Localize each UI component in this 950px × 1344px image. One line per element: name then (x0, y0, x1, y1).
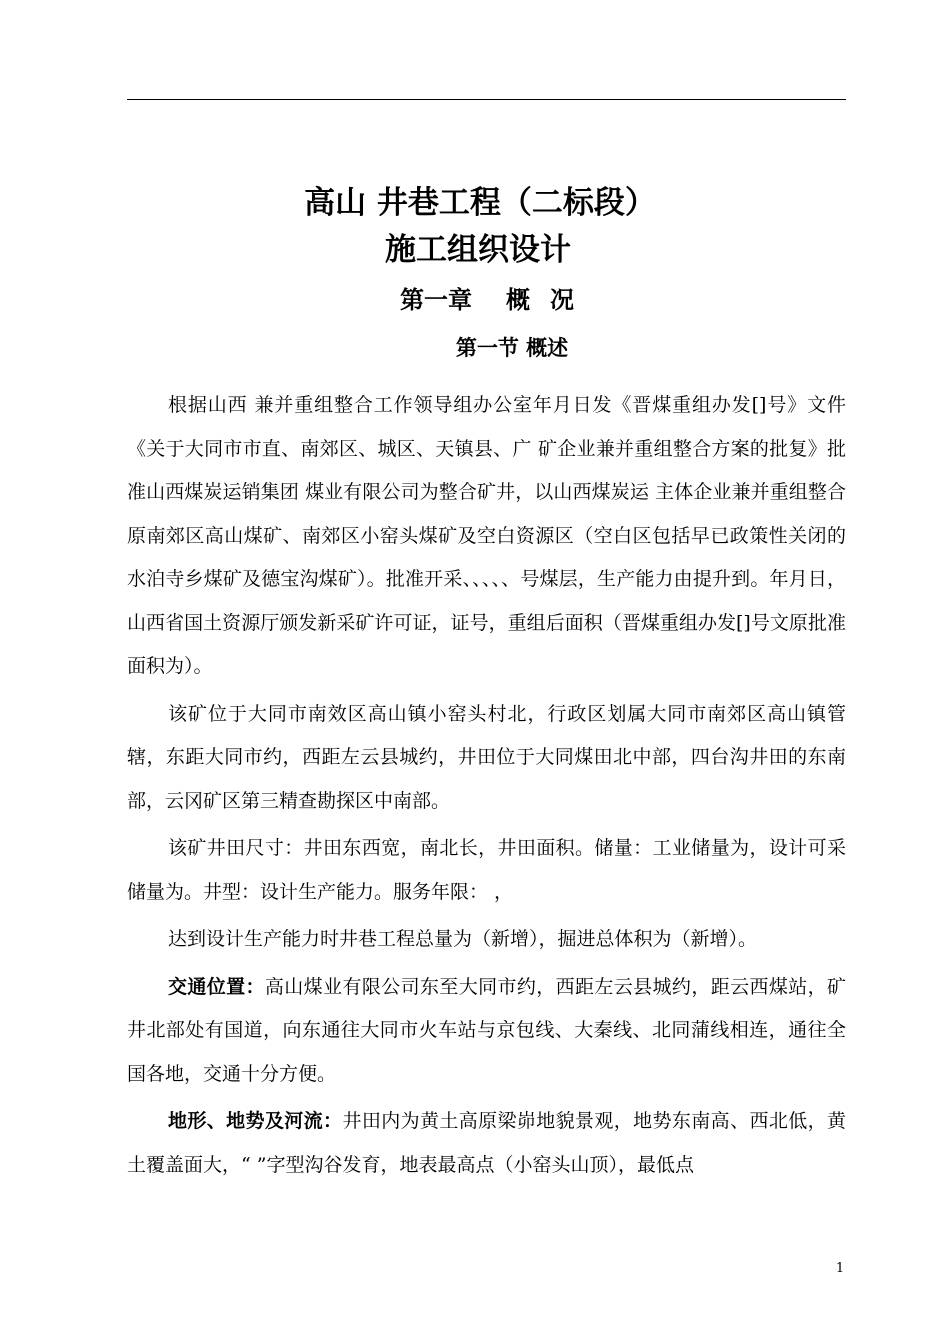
chapter-name-part-1: 概 (506, 286, 530, 314)
document-title-line-2: 施工组织设计 (385, 232, 571, 268)
paragraph-text: 井田内为黄土高原梁峁地貌景观，地势东南高、西北低，黄土覆盖面大，“ ”字型沟谷发育，地表最高点（小窑头山顶），最低点 (127, 1110, 846, 1176)
header-rule (127, 99, 846, 100)
chapter-name-part-2: 况 (550, 286, 574, 314)
paragraph-workload (127, 918, 846, 962)
paragraph-text: 根据山西 兼并重组整合工作领导组办公室年月日发《晋煤重组办发[]号》文件《关于大同市市直、南郊区、城区、天镇县、广 矿企业兼并重组整合方案的批复》批准山西煤炭运销集团 煤业有限公司为整合矿井，以山西煤炭运 主体企业兼并重组整合原南郊区高山煤矿、南郊区小窑头煤矿及空白资源区（空白区包括早已政策性关闭的水泊寺乡煤矿及德宝沟煤矿）。批准开采、、、、、号煤层，生产能力由提升到。年月日，山西省国土资源厅颁发新采矿许可证，证号，重组后面积（晋煤重组办发[]号文原批准面积为）。 (127, 394, 846, 677)
paragraph-text: 高山煤业有限公司东至大同市约，西距左云县城约，距云西煤站，矿井北部处有国道，向东通往大同市火车站与京包线、大秦线、北同蒲线相连，通往全国各地，交通十分方便。 (127, 975, 846, 1085)
paragraph-text: 该矿位于大同市南效区高山镇小窑头村北，行政区划属大同市南郊区高山镇管辖，东距大同市约，西距左云县城约，井田位于大同煤田北中部，四台沟井田的东南部，云冈矿区第三精查勘探区中南部。 (127, 702, 846, 812)
paragraph-location (127, 693, 846, 824)
body-text (127, 384, 846, 1187)
paragraph-background (127, 384, 846, 689)
paragraph-terrain (127, 1100, 846, 1187)
chapter-heading (12, 284, 950, 316)
page-number: 1 (835, 1261, 845, 1276)
paragraph-dimensions (127, 827, 846, 914)
document-title-line-1: 高山 井巷工程（二标段） (304, 185, 656, 221)
paragraph-lead: 地形、地势及河流： (168, 1110, 343, 1132)
chapter-label: 第一章 (400, 286, 472, 314)
paragraph-transport (127, 966, 846, 1097)
paragraph-text: 达到设计生产能力时井巷工程总量为（新增），掘进总体积为（新增）。 (168, 928, 758, 950)
section-heading: 第一节 概述 (455, 336, 569, 360)
paragraph-text: 该矿井田尺寸：井田东西宽，南北长，井田面积。储量：工业储量为，设计可采储量为。井型：设计生产能力。服务年限： ， (127, 837, 846, 903)
paragraph-lead: 交通位置： (168, 975, 265, 998)
